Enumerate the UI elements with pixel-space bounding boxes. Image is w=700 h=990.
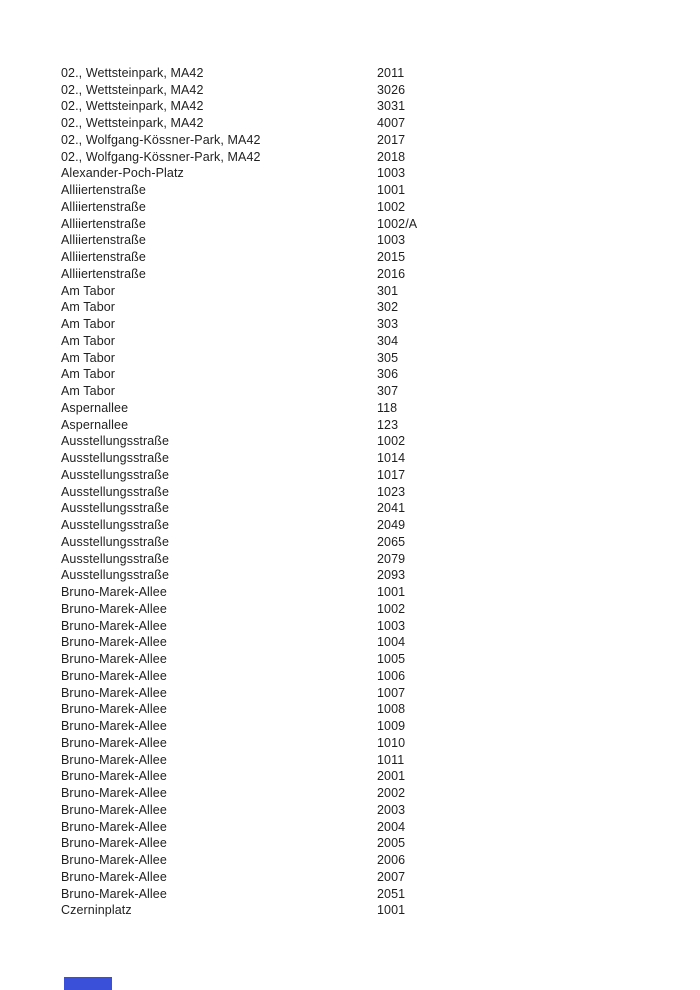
table-row	[61, 333, 517, 350]
street-name-cell: Am Tabor	[61, 333, 116, 348]
table-row	[61, 534, 517, 551]
table-row	[61, 852, 517, 869]
reference-number-cell: 2051	[377, 886, 406, 901]
table-row	[61, 81, 517, 98]
street-name-cell: 02., Wettsteinpark, MA42	[61, 65, 204, 80]
table-row	[61, 718, 517, 735]
reference-number-cell: 3026	[377, 82, 406, 97]
street-name-cell: Bruno-Marek-Allee	[61, 853, 167, 868]
table-row	[61, 818, 517, 835]
street-name-cell: Bruno-Marek-Allee	[61, 735, 167, 750]
table-row	[61, 232, 517, 249]
reference-number-cell: 118	[377, 400, 398, 415]
reference-number-cell: 2004	[377, 819, 406, 834]
reference-number-cell: 1002/A	[377, 216, 418, 231]
street-name-cell: Bruno-Marek-Allee	[61, 635, 167, 650]
table-row	[61, 450, 517, 467]
table-row	[61, 517, 517, 534]
reference-number-cell: 301	[377, 283, 399, 298]
table-row	[61, 400, 517, 417]
table-row	[61, 601, 517, 618]
reference-number-cell: 2049	[377, 518, 406, 533]
street-name-cell: Bruno-Marek-Allee	[61, 786, 167, 801]
reference-number-cell: 1002	[377, 199, 406, 214]
street-name-cell: 02., Wettsteinpark, MA42	[61, 82, 204, 97]
street-name-cell: Bruno-Marek-Allee	[61, 769, 167, 784]
reference-number-cell: 2006	[377, 853, 406, 868]
street-name-cell: Bruno-Marek-Allee	[61, 585, 167, 600]
street-name-cell: Bruno-Marek-Allee	[61, 668, 167, 683]
table-row	[61, 349, 517, 366]
street-name-cell: 02., Wettsteinpark, MA42	[61, 99, 204, 114]
reference-number-cell: 1008	[377, 702, 406, 717]
street-name-cell: Bruno-Marek-Allee	[61, 601, 167, 616]
reference-number-cell: 2001	[377, 769, 406, 784]
table-row	[61, 735, 517, 752]
street-name-cell: Am Tabor	[61, 367, 116, 382]
reference-number-cell: 2079	[377, 551, 406, 566]
street-name-cell: Bruno-Marek-Allee	[61, 652, 167, 667]
street-name-cell: Aspernallee	[61, 417, 129, 432]
table-row	[61, 282, 517, 299]
reference-number-cell: 2016	[377, 266, 406, 281]
table-row	[61, 617, 517, 634]
street-name-cell: Ausstellungsstraße	[61, 434, 170, 449]
reference-number-cell: 1009	[377, 719, 406, 734]
reference-number-cell: 2065	[377, 534, 406, 549]
table-row	[61, 115, 517, 132]
table-row	[61, 316, 517, 333]
table-row	[61, 483, 517, 500]
reference-number-cell: 1004	[377, 635, 406, 650]
street-name-cell: Bruno-Marek-Allee	[61, 719, 167, 734]
street-name-cell: Alliiertenstraße	[61, 250, 146, 265]
reference-number-cell: 1007	[377, 685, 406, 700]
reference-number-cell: 1017	[377, 467, 406, 482]
street-name-cell: Am Tabor	[61, 384, 116, 399]
table-row	[61, 366, 517, 383]
reference-number-cell: 1006	[377, 668, 406, 683]
reference-number-cell: 1014	[377, 451, 406, 466]
street-name-cell: Am Tabor	[61, 300, 116, 315]
reference-number-cell: 1010	[377, 735, 406, 750]
reference-number-cell: 1023	[377, 484, 406, 499]
table-row	[61, 785, 517, 802]
street-name-cell: Alliiertenstraße	[61, 233, 146, 248]
table-row	[61, 199, 517, 216]
reference-number-cell: 1005	[377, 652, 406, 667]
street-name-cell: Ausstellungsstraße	[61, 534, 170, 549]
reference-number-cell: 123	[377, 417, 399, 432]
table-row	[61, 885, 517, 902]
street-name-cell: Bruno-Marek-Allee	[61, 836, 167, 851]
street-name-cell: Ausstellungsstraße	[61, 568, 170, 583]
street-list	[61, 65, 517, 919]
table-row	[61, 802, 517, 819]
street-name-cell: Czerninplatz	[61, 903, 132, 918]
reference-number-cell: 2005	[377, 836, 406, 851]
table-row	[61, 416, 517, 433]
street-name-cell: Bruno-Marek-Allee	[61, 869, 167, 884]
street-name-cell: Alliiertenstraße	[61, 216, 146, 231]
street-name-cell: Alliiertenstraße	[61, 266, 146, 281]
street-name-cell: Bruno-Marek-Allee	[61, 802, 167, 817]
table-row	[61, 668, 517, 685]
table-row	[61, 902, 517, 919]
table-row	[61, 768, 517, 785]
table-row	[61, 98, 517, 115]
street-name-cell: Ausstellungsstraße	[61, 501, 170, 516]
table-row	[61, 299, 517, 316]
table-row	[61, 567, 517, 584]
reference-number-cell: 302	[377, 300, 399, 315]
street-name-cell: Alexander-Poch-Platz	[61, 166, 184, 181]
table-row	[61, 433, 517, 450]
reference-number-cell: 2018	[377, 149, 406, 164]
table-row	[61, 165, 517, 182]
footer-blue-marker	[64, 977, 112, 990]
reference-number-cell: 1011	[377, 752, 405, 767]
reference-number-cell: 306	[377, 367, 399, 382]
reference-number-cell: 1001	[377, 585, 406, 600]
street-name-cell: Am Tabor	[61, 350, 116, 365]
table-row	[61, 182, 517, 199]
table-row	[61, 584, 517, 601]
reference-number-cell: 303	[377, 317, 399, 332]
table-row	[61, 467, 517, 484]
table-row	[61, 148, 517, 165]
street-name-cell: 02., Wolfgang-Kössner-Park, MA42	[61, 132, 261, 147]
street-name-cell: Am Tabor	[61, 283, 116, 298]
table-row	[61, 751, 517, 768]
reference-number-cell: 304	[377, 333, 399, 348]
reference-number-cell: 1002	[377, 434, 406, 449]
street-name-cell: Aspernallee	[61, 400, 129, 415]
reference-number-cell: 2011	[377, 65, 405, 80]
reference-number-cell: 1003	[377, 233, 406, 248]
table-row	[61, 835, 517, 852]
table-row	[61, 266, 517, 283]
street-name-cell: Ausstellungsstraße	[61, 551, 170, 566]
table-row	[61, 634, 517, 651]
reference-number-cell: 2003	[377, 802, 406, 817]
reference-number-cell: 1003	[377, 618, 406, 633]
reference-number-cell: 2015	[377, 250, 406, 265]
table-row	[61, 500, 517, 517]
table-row	[61, 869, 517, 886]
street-name-cell: Ausstellungsstraße	[61, 484, 170, 499]
table-row	[61, 701, 517, 718]
table-row	[61, 215, 517, 232]
street-name-cell: Bruno-Marek-Allee	[61, 752, 167, 767]
reference-number-cell: 305	[377, 350, 399, 365]
street-name-cell: Ausstellungsstraße	[61, 451, 170, 466]
table-row	[61, 383, 517, 400]
street-name-cell: Ausstellungsstraße	[61, 518, 170, 533]
reference-number-cell: 2007	[377, 869, 406, 884]
street-name-cell: Alliiertenstraße	[61, 183, 146, 198]
reference-number-cell: 4007	[377, 116, 406, 131]
table-row	[61, 550, 517, 567]
reference-number-cell: 1003	[377, 166, 406, 181]
reference-number-cell: 2017	[377, 132, 406, 147]
table-row	[61, 249, 517, 266]
reference-number-cell: 2002	[377, 786, 406, 801]
reference-number-cell: 1001	[377, 903, 406, 918]
street-name-cell: Bruno-Marek-Allee	[61, 702, 167, 717]
reference-number-cell: 3031	[377, 99, 406, 114]
table-row	[61, 65, 517, 82]
table-row	[61, 132, 517, 149]
street-name-cell: Bruno-Marek-Allee	[61, 819, 167, 834]
street-name-cell: Bruno-Marek-Allee	[61, 618, 167, 633]
reference-number-cell: 2041	[377, 501, 406, 516]
street-name-cell: Bruno-Marek-Allee	[61, 685, 167, 700]
reference-number-cell: 1002	[377, 601, 406, 616]
street-name-cell: 02., Wettsteinpark, MA42	[61, 116, 204, 131]
table-row	[61, 684, 517, 701]
street-name-cell: Alliiertenstraße	[61, 199, 146, 214]
street-name-cell: Bruno-Marek-Allee	[61, 886, 167, 901]
reference-number-cell: 1001	[377, 183, 406, 198]
street-name-cell: Ausstellungsstraße	[61, 467, 170, 482]
reference-number-cell: 307	[377, 384, 399, 399]
reference-number-cell: 2093	[377, 568, 406, 583]
table-row	[61, 651, 517, 668]
street-name-cell: 02., Wolfgang-Kössner-Park, MA42	[61, 149, 261, 164]
street-name-cell: Am Tabor	[61, 317, 116, 332]
